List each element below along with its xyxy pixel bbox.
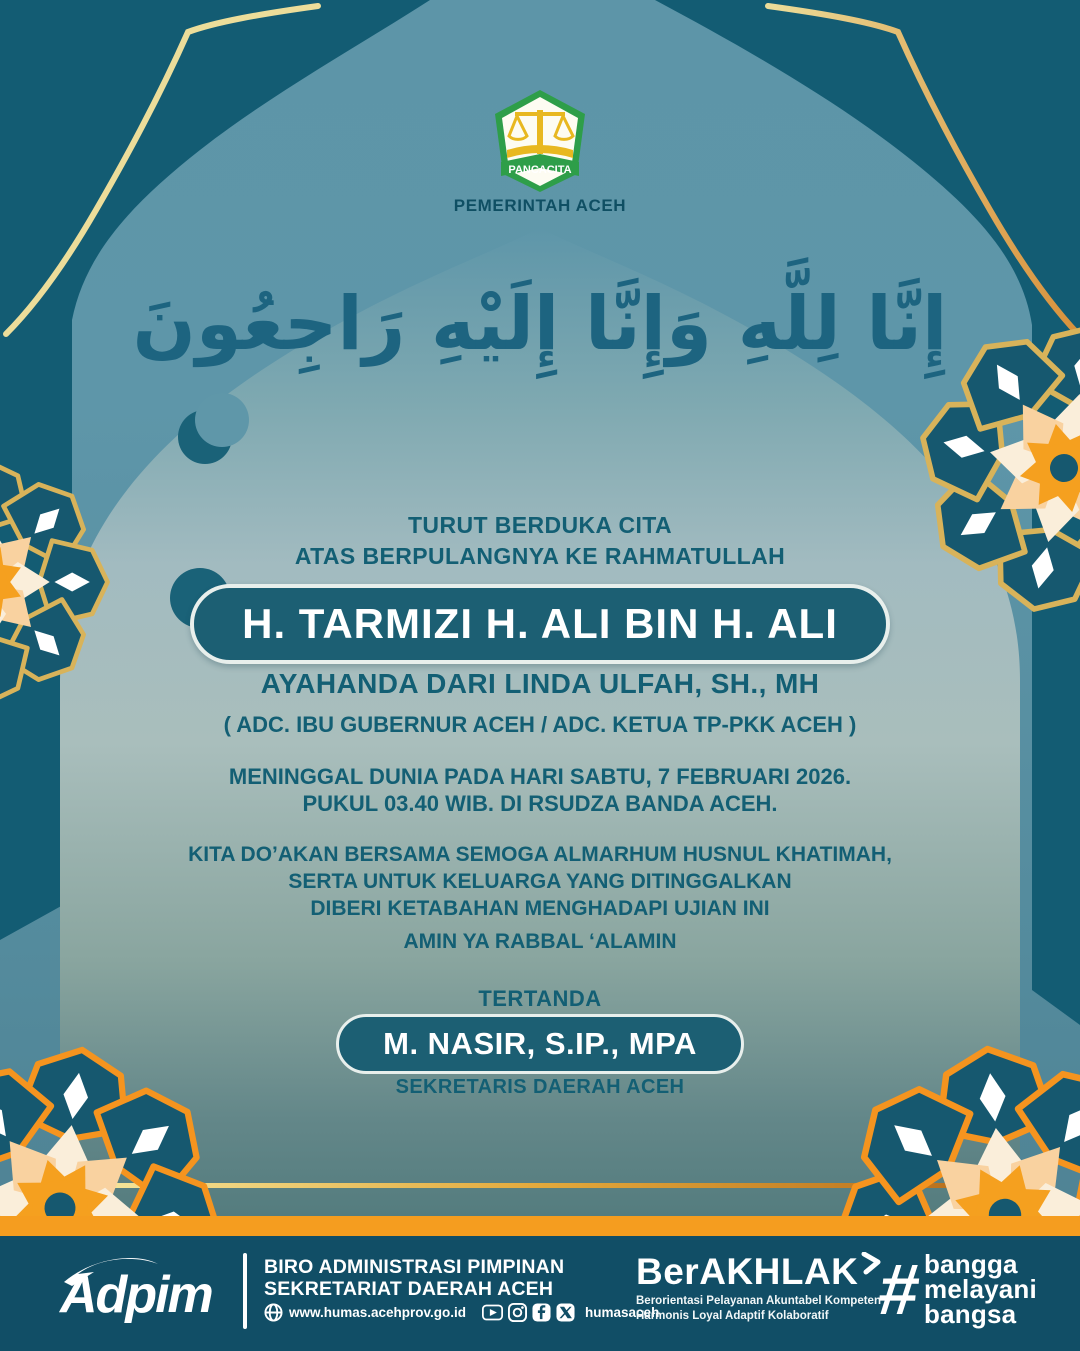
relation-line: AYAHANDA DARI LINDA ULFAH, SH., MH	[260, 668, 820, 699]
office-line-2: SEKRETARIAT DAERAH ACEH	[264, 1278, 554, 1300]
adpim-bird-icon	[58, 1248, 230, 1328]
social-handle: humasaceh	[585, 1305, 660, 1320]
footer-contact-row	[264, 1303, 659, 1322]
arabic-calligraphy: إِنَّا لِلَّهِ وَإِنَّا إِلَيْهِ رَاجِعُونَ	[132, 281, 948, 367]
social-icons	[482, 1303, 575, 1322]
facebook-icon	[532, 1303, 551, 1322]
death-info-line-1: MENINGGAL DUNIA PADA HARI SABTU, 7 FEBRUARI 2026.	[228, 764, 852, 789]
signed-label: TERTANDA	[478, 986, 602, 1011]
berakhlak-tagline-1: Berorientasi Pelayanan Akuntabel Kompeten	[636, 1295, 881, 1307]
prayer-line-2: SERTA UNTUK KELUARGA YANG DITINGGALKAN	[288, 870, 792, 893]
org-name: PEMERINTAH ACEH	[453, 196, 627, 215]
intro-line-1: TURUT BERDUKA CITA	[407, 512, 672, 538]
hashtag-icon: #	[873, 1249, 923, 1330]
orange-divider-strip	[0, 1216, 1080, 1236]
berakhlak-block	[636, 1252, 882, 1324]
death-info-line-2: PUKUL 03.40 WIB. DI RSUDZA BANDA ACEH.	[302, 791, 778, 816]
intro-line-2: ATAS BERPULANGNYA KE RAHMATULLAH	[294, 543, 786, 569]
government-logo	[0, 88, 1080, 194]
adpim-logo	[58, 1248, 230, 1328]
signer-row	[0, 1014, 1080, 1074]
campaign-word-2: melayani	[924, 1274, 1037, 1304]
campaign-word-1: bangga	[924, 1249, 1018, 1279]
campaign-block	[873, 1249, 1037, 1330]
berakhlak-title: BerAKHLAK	[636, 1251, 859, 1292]
prayer-line-1: KITA DO’AKAN BERSAMA SEMOGA ALMARHUM HUSNUL KHATIMAH,	[188, 843, 892, 866]
svg-text:PANCACITA: PANCACITA	[508, 164, 572, 176]
globe-icon	[264, 1303, 283, 1322]
deceased-name-pill: H. TARMIZI H. ALI BIN H. ALI	[190, 584, 890, 664]
prayer-line-3: DIBERI KETABAHAN MENGHADAPI UJIAN INI	[310, 897, 770, 920]
campaign-word-3: bangsa	[924, 1299, 1017, 1329]
footer-divider	[243, 1253, 247, 1329]
amin-line: AMIN YA RABBAL ‘ALAMIN	[403, 930, 677, 953]
x-icon	[556, 1303, 575, 1322]
berakhlak-tagline-2: Harmonis Loyal Adaptif Kolaboratif	[636, 1310, 829, 1322]
office-line-1: BIRO ADMINISTRASI PIMPINAN	[264, 1256, 565, 1278]
website-url: www.humas.acehprov.go.id	[289, 1305, 467, 1320]
deceased-name-row	[0, 584, 1080, 664]
office-name	[264, 1256, 564, 1300]
aceh-coat-of-arms-icon	[481, 88, 599, 194]
youtube-icon	[482, 1304, 503, 1321]
signer-title: SEKRETARIS DAERAH ACEH	[395, 1076, 685, 1098]
instagram-icon	[508, 1303, 527, 1322]
relation-note: ( ADC. IBU GUBERNUR ACEH / ADC. KETUA TP-PKK ACEH )	[223, 712, 857, 737]
signer-name-pill: M. NASIR, S.IP., MPA	[336, 1014, 744, 1074]
svg-text:Adpim: Adpim	[60, 1266, 212, 1324]
